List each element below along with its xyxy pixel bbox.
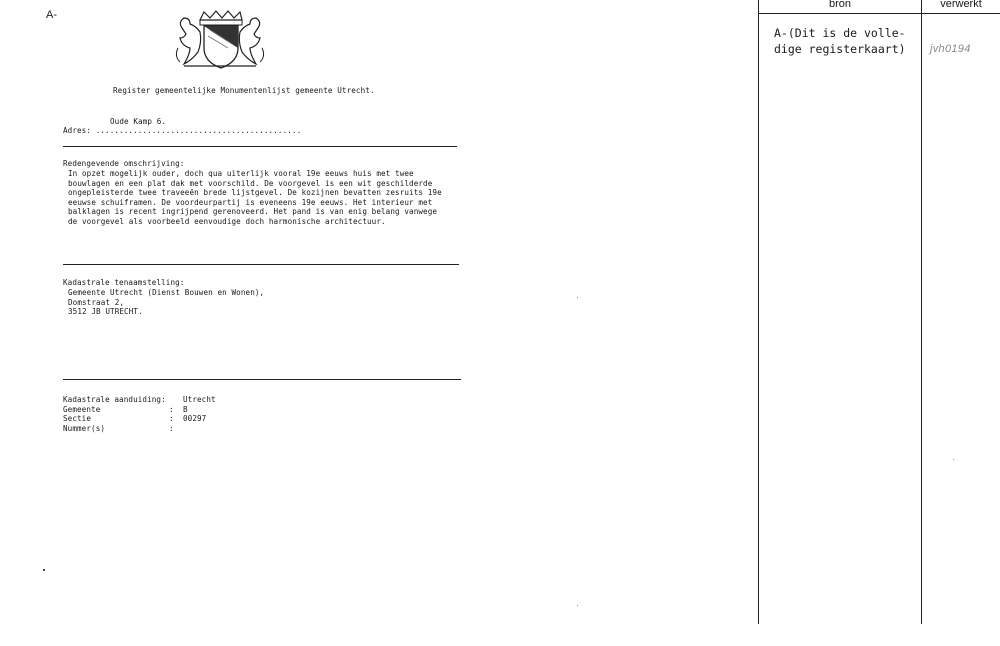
side-table-column-divider: [921, 0, 922, 624]
description-line: ongepleisterde twee traveeën brede lijstgevel. De kozijnen bevatten zesruits 19e: [68, 188, 442, 197]
processed-stamp: jvh0194: [930, 43, 971, 55]
corner-mark: A-: [46, 9, 57, 21]
owner-line: Gemeente Utrecht (Dienst Bouwen en Wonen),: [68, 288, 265, 297]
designation-separator: :: [169, 414, 174, 423]
designation-label: Nummer(s): [63, 423, 106, 433]
description-body: [68, 169, 442, 226]
paper-speck: [577, 605, 578, 606]
description-line: de voorgevel als voorbeeld eenvoudige doch harmonische architectuur.: [68, 216, 386, 226]
designation-row: [63, 405, 216, 415]
coat-of-arms-emblem: [170, 8, 270, 72]
divider-2: [63, 264, 459, 265]
description-line: bouwlagen en een plat dak met voorschild. De voorgevel is een wit geschilderde: [68, 178, 433, 188]
designation-separator: :: [169, 423, 174, 433]
paper-speck: [953, 459, 954, 460]
description-line: In opzet mogelijk ouder, doch qua uiterlijk vooral 19e eeuws huis met twee: [68, 169, 414, 178]
owner-line: 3512 JB UTRECHT.: [68, 307, 143, 316]
register-title: Register gemeentelijke Monumentenlijst gemeente Utrecht.: [113, 86, 375, 95]
designation-label: Sectie: [63, 414, 92, 423]
description-line: eeuwse schuiframen. De voordeurpartij is eveneens 19e eeuws. Het interieur met: [68, 197, 433, 207]
description-heading: Redengevende omschrijving:: [63, 159, 185, 168]
designation-label: Kadastrale aanduiding:: [63, 395, 166, 404]
paper-speck: [43, 569, 45, 571]
designation-row: [63, 424, 216, 434]
paper-speck: [577, 297, 578, 298]
source-note: A-(Dit is de volle- dige registerkaart): [774, 26, 906, 56]
address-label: Adres: ............................................: [63, 126, 302, 135]
divider-3: [63, 379, 461, 380]
address-street: Oude Kamp 6.: [110, 117, 167, 126]
owner-line: Domstraat 2,: [68, 297, 125, 307]
header-source: bron: [828, 0, 852, 10]
designation-value: 00297: [183, 414, 207, 423]
designation-label: Gemeente: [63, 404, 101, 414]
description-line: balklagen is recent ingrijpend gerenoveerd. Het pand is van enig belang vanwege: [68, 207, 438, 216]
side-table-header-rule: [758, 13, 1000, 14]
cadastral-owner-block: [68, 288, 264, 317]
designation-separator: :: [169, 404, 174, 414]
cadastral-owner-heading: Kadastrale tenaamstelling:: [63, 278, 185, 287]
header-processed: verwerkt: [940, 0, 982, 10]
designation-row: [63, 395, 216, 405]
designation-value: Utrecht: [183, 395, 216, 404]
cadastral-designation: [63, 395, 216, 433]
divider-1: [63, 146, 457, 147]
designation-row: [63, 414, 216, 424]
side-table-left-border: [758, 0, 759, 624]
designation-value: B: [183, 404, 188, 414]
